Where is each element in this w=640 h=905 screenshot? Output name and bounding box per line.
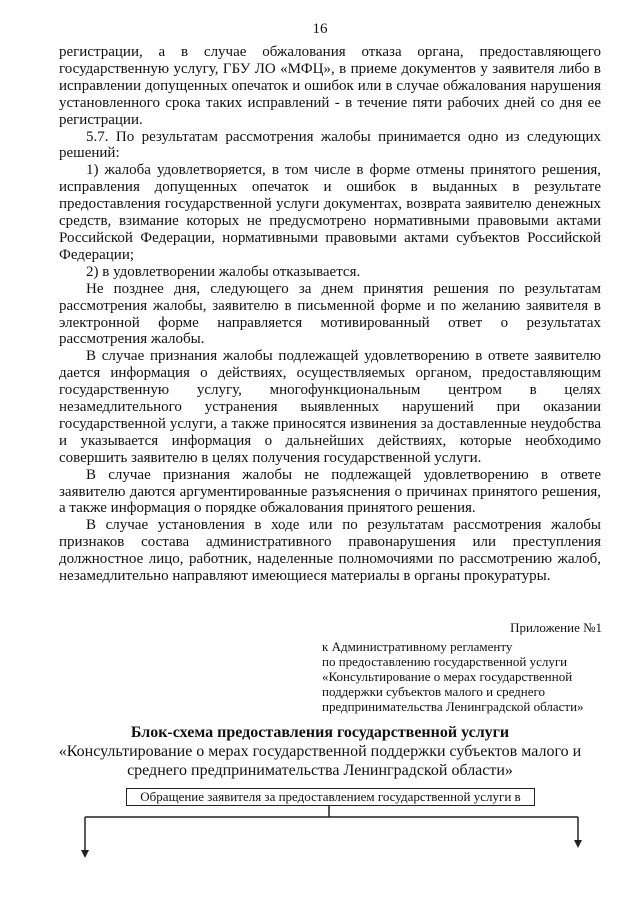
page-number: 16: [312, 21, 328, 37]
paragraph: 5.7. По результатам рассмотрения жалобы принимается одно из следующих решений:: [59, 128, 601, 162]
paragraph: В случае установления в ходе или по результатам рассмотрения жалобы признаков состава административного правонарушения или преступления должностное лицо, работник, наделенные полномочиями по рассмотрению жалоб, незамедлительно направляют имеющиеся материалы в органы прокуратуры.: [59, 517, 601, 585]
annex-line: по предоставлению государственной услуги: [322, 654, 568, 669]
paragraph: В случае признания жалобы не подлежащей удовлетворению в ответе заявителю даются аргументированные разъяснения о причинах принятого решения, а также информация о порядке обжалования принятого решения.: [59, 466, 601, 517]
flowchart-title: Блок-схема предоставления государственной услуги: [130, 724, 510, 741]
annex-number: Приложение №1: [510, 620, 602, 635]
arrow-down-icon: [81, 850, 89, 858]
paragraph: В случае признания жалобы подлежащей удовлетворению в ответе заявителю дается информация о действиях, осуществляемых органом, предоставляющим государственную услугу, многофункциональным центром в целях незамедлительного устранения выявленных нарушений при оказании государственной услуги, а также приносятся извинения за доставленные неудобства и указывается информация о дальнейших действиях, которые необходимо совершить заявителю в целях получения государственной услуги.: [59, 348, 601, 466]
annex-line: предпринимательства Ленинградской области»: [322, 699, 584, 714]
paragraph: 2) в удовлетворении жалобы отказывается.: [86, 263, 361, 280]
annex-line: к Административному регламенту: [322, 639, 513, 654]
paragraph: 1) жалоба удовлетворяется, в том числе в форме отмены принятого решения, исправления допущенных опечаток и ошибок в выданных в результате предоставления государственной услуги документах, возврата заявителю денежных средств, взимание которых не предусмотрено нормативными правовыми актами Российской Федерации, нормативными правовыми актами субъектов Российской Федерации;: [59, 162, 601, 263]
flowchart-start-box: Обращение заявителя за предоставлением государственной услуги в: [126, 788, 535, 806]
paragraph: регистрации, а в случае обжалования отказа органа, предоставляющего государственную услугу, ГБУ ЛО «МФЦ», в приеме документов у заявителя либо в исправлении допущенных опечаток и ошибок или в случае обжалования нарушения установленного срока таких исправлений - в течение пяти рабочих дней со дня ее регистрации.: [59, 44, 601, 128]
arrow-down-icon: [574, 840, 582, 848]
annex-line: «Консультирование о мерах государственной: [322, 669, 573, 684]
flowchart-subtitle: «Консультирование о мерах государственной поддержки субъектов малого и среднего предпринимательства Ленинградской области»: [58, 743, 582, 779]
paragraph: Не позднее дня, следующего за днем принятия решения по результатам рассмотрения жалобы, заявителю в письменной форме и по желанию заявителя в электронной форме направляется мотивированный ответ о результатах рассмотрения жалобы.: [59, 280, 601, 348]
annex-line: поддержки субъектов малого и среднего: [322, 684, 546, 699]
